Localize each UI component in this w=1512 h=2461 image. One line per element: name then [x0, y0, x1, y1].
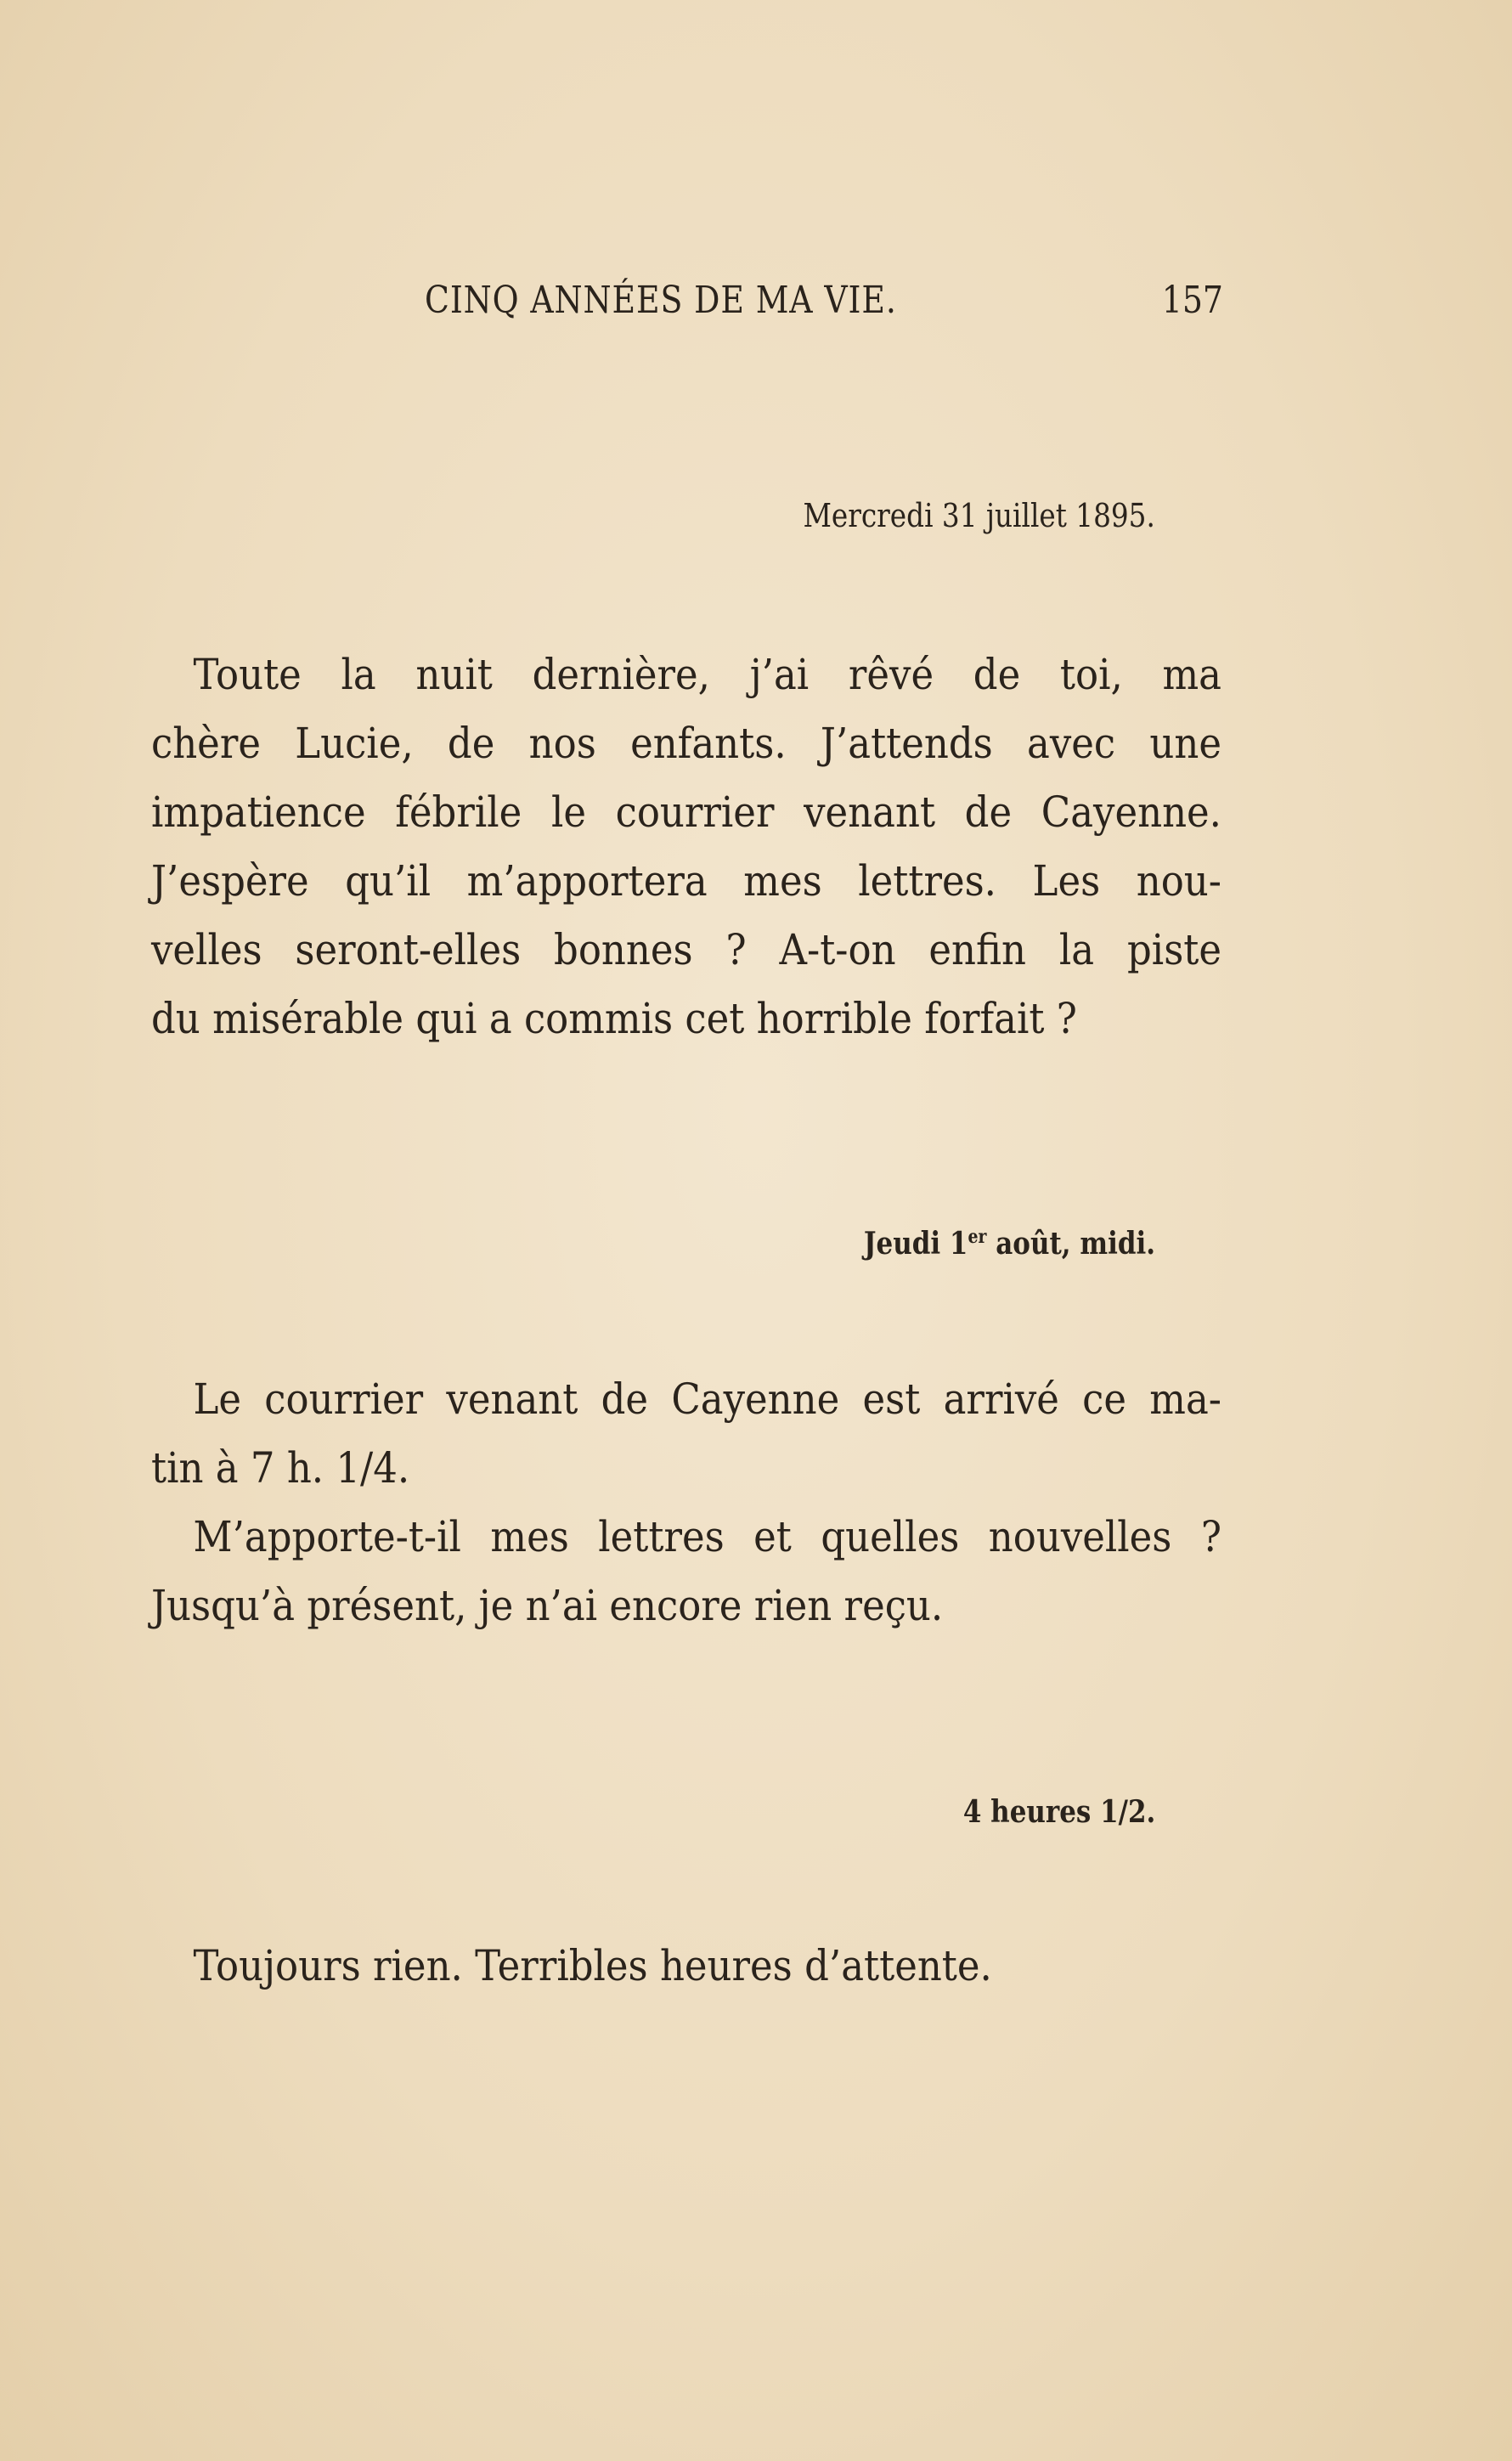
text-line: Le courrier venant de Cayenne est arrivé ce ma- — [193, 1374, 1221, 1424]
text-line: chère Lucie, de nos enfants. J’attends avec une — [151, 719, 1221, 768]
text-line: M’apporte-t-il mes lettres et quelles nouvelles ? — [193, 1512, 1221, 1561]
page-number: 157 — [1161, 279, 1223, 322]
text-line: Toujours rien. Terribles heures d’attente. — [193, 1941, 992, 1990]
dateline-wednesday: Mercredi 31 juillet 1895. — [803, 497, 1155, 534]
entry-four-thirty — [151, 1932, 1221, 2001]
dateline-thursday — [864, 1226, 1155, 1262]
text-line: impatience fébrile le courrier venant de Cayenne. — [151, 787, 1221, 837]
text-line: velles seront-elles bonnes ? A-t-on enfin la piste — [151, 925, 1221, 974]
dateline-four-thirty: 4 heures 1/2. — [962, 1794, 1155, 1830]
text-line: tin à 7 h. 1/4. — [151, 1443, 410, 1493]
running-head — [425, 279, 1223, 330]
entry-wednesday — [151, 641, 1221, 1053]
entry-thursday — [151, 1365, 1221, 1640]
text-line: J’espère qu’il m’apportera mes lettres. Les nou- — [151, 856, 1221, 906]
dateline-thursday-suffix: août, midi. — [986, 1226, 1155, 1262]
running-title: CINQ ANNÉES DE MA VIE. — [425, 279, 897, 322]
text-line: du misérable qui a commis cet horrible forfait ? — [151, 994, 1077, 1043]
dateline-thursday-sup: er — [968, 1226, 987, 1248]
text-line: Jusqu’à présent, je n’ai encore rien reçu. — [151, 1581, 944, 1630]
text-line: Toute la nuit dernière, j’ai rêvé de toi, ma — [193, 650, 1221, 699]
dateline-thursday-prefix: Jeudi 1 — [863, 1226, 968, 1262]
